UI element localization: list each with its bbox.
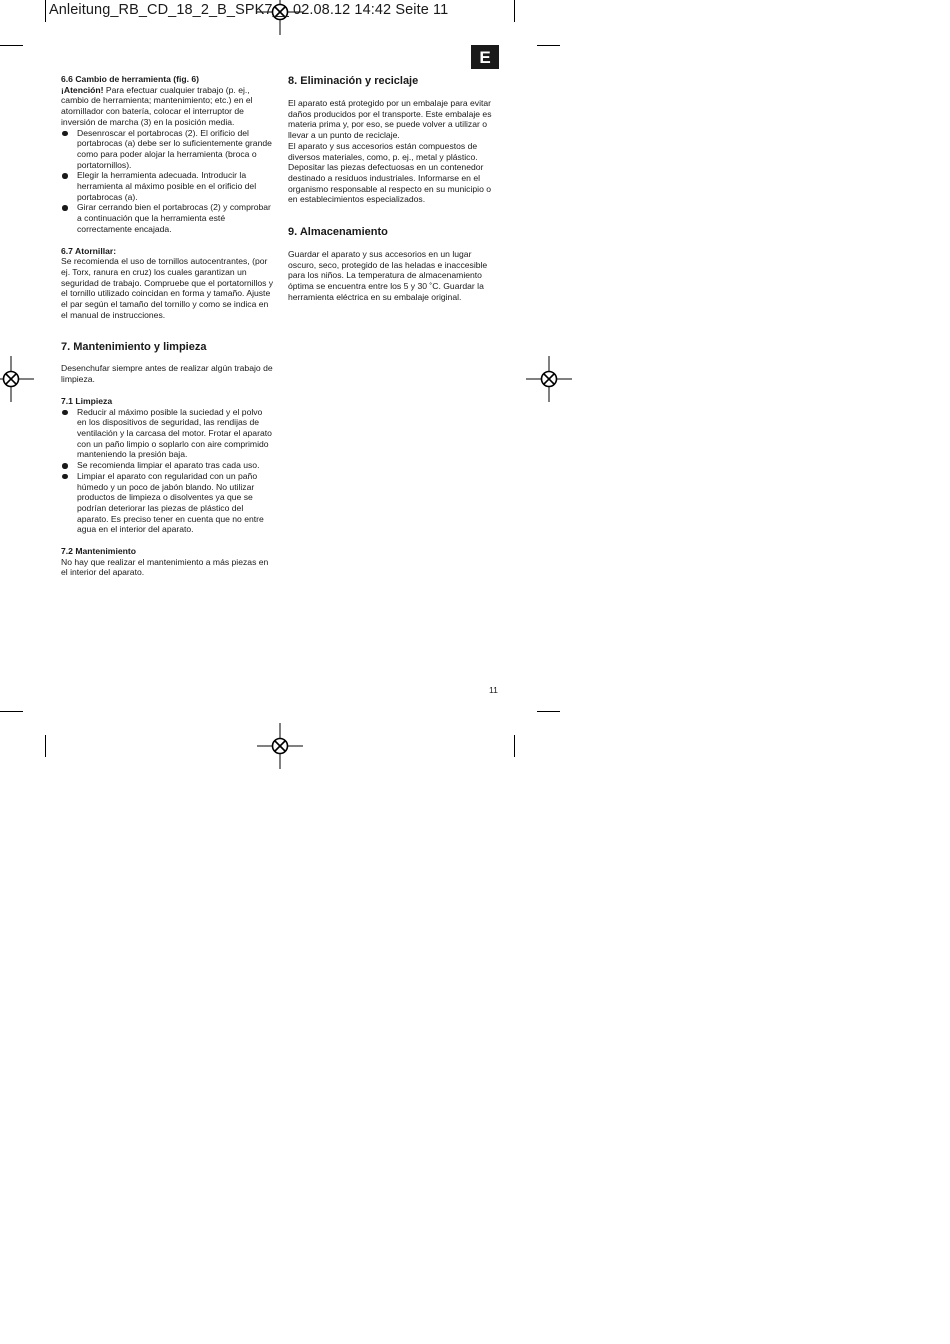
registration-mark-icon <box>526 356 572 402</box>
list-item: Reducir al máximo posible la suciedad y el polvo en los dispositivos de seguridad, las rendijas de ventilación y la carcasa del motor. Frotar el aparato con un paño limpio o soplarlo con aire comprimido manteniendo la presión baja. <box>61 407 274 461</box>
language-tab: E <box>471 45 499 69</box>
warning-label: ¡Atención! <box>61 84 104 95</box>
section-7-1-title: 7.1 Limpieza <box>61 395 113 406</box>
right-column <box>288 74 498 303</box>
section-9-text: Guardar el aparato y sus accesorios en un lugar oscuro, seco, protegido de las heladas e inaccesible para los niños. La temperatura de almacenamiento óptima se encuentra entre los 5 y 30 ˚C. Guardar la herramienta eléctrica en su embalaje original. <box>288 249 488 302</box>
page-number: 11 <box>489 685 498 695</box>
list-item: Limpiar el aparato con regularidad con un paño húmedo y un poco de jabón blando. No utilizar productos de limpieza o disolventes ya que se podrían deteriorar las piezas de plástico del aparato. Es preciso tener en cuenta que no entre agua en el interior del aparato. <box>61 471 274 535</box>
list-item: Desenroscar el portabrocas (2). El orificio del portabrocas (a) debe ser lo suficientemente grande como para poder alojar la herramienta (broca o portatornillos). <box>61 128 274 171</box>
section-6-7-title: 6.7 Atornillar: <box>61 245 117 256</box>
section-6-6-intro <box>61 85 274 128</box>
crop-mark <box>0 45 23 46</box>
section-6-7-text: Se recomienda el uso de tornillos autocentrantes, (por ej. Torx, ranura en cruz) los cuales garantizan un seguridad de trabajo. Compruebe que el portatornillos y el tornillo utilizado coincidan en forma y tamaño. Ajuste el par según el tamaño del tornillo y como se indica en el manual de instrucciones. <box>61 256 274 320</box>
crop-mark <box>514 0 515 22</box>
section-8-paragraph-1: El aparato está protegido por un embalaje para evitar daños producidos por el transporte. Este embalaje es materia prima y, por eso, se puede volver a utilizar o llevar a un punto de reciclaje. <box>288 98 492 141</box>
section-6-6-title: 6.6 Cambio de herramienta (fig. 6) <box>61 74 200 84</box>
crop-mark <box>537 711 560 712</box>
section-7-2-text: No hay que realizar el mantenimiento a más piezas en el interior del aparato. <box>61 556 269 578</box>
crop-mark <box>537 45 560 46</box>
section-9-heading: 9. Almacenamiento <box>288 226 388 239</box>
list-item: Se recomienda limpiar el aparato tras cada uso. <box>61 460 274 471</box>
section-8-heading: 8. Eliminación y reciclaje <box>288 75 419 87</box>
crop-mark <box>0 711 23 712</box>
crop-mark <box>514 735 515 757</box>
list-item: Girar cerrando bien el portabrocas (2) y comprobar a continuación que la herramienta esté correctamente encajada. <box>61 202 274 234</box>
registration-mark-icon <box>0 356 34 402</box>
section-7-text: Desenchufar siempre antes de realizar algún trabajo de limpieza. <box>61 363 273 385</box>
section-7-heading: 7. Mantenimiento y limpieza <box>61 341 207 354</box>
intro-text: Para efectuar cualquier trabajo (p. ej., cambio de herramienta; mantenimiento; etc.) en el atornillador con batería, colocar el interruptor de inversión de marcha (3) en la posición media. <box>61 84 253 127</box>
bullet-list <box>61 407 274 535</box>
print-header: Anleitung_RB_CD_18_2_B_SPK7__ 02.08.12 14:42 Seite 11 <box>49 2 449 18</box>
section-8-paragraph-2: El aparato y sus accesorios están compuestos de diversos materiales, como, p. ej., metal y plástico. Depositar las piezas defectuosas en un contenedor destinado a residuos industriales. Informarse en el organismo responsable al respecto en su municipio o en establecimientos especializados. <box>288 140 492 205</box>
left-column <box>61 74 274 578</box>
section-7-2-title: 7.2 Mantenimiento <box>61 546 136 557</box>
bullet-list <box>61 128 274 235</box>
registration-mark-icon <box>257 723 303 769</box>
crop-mark <box>45 0 46 22</box>
list-item: Elegir la herramienta adecuada. Introducir la herramienta al máximo posible en el orificio del portabrocas (a). <box>61 170 274 202</box>
crop-mark <box>45 735 46 757</box>
